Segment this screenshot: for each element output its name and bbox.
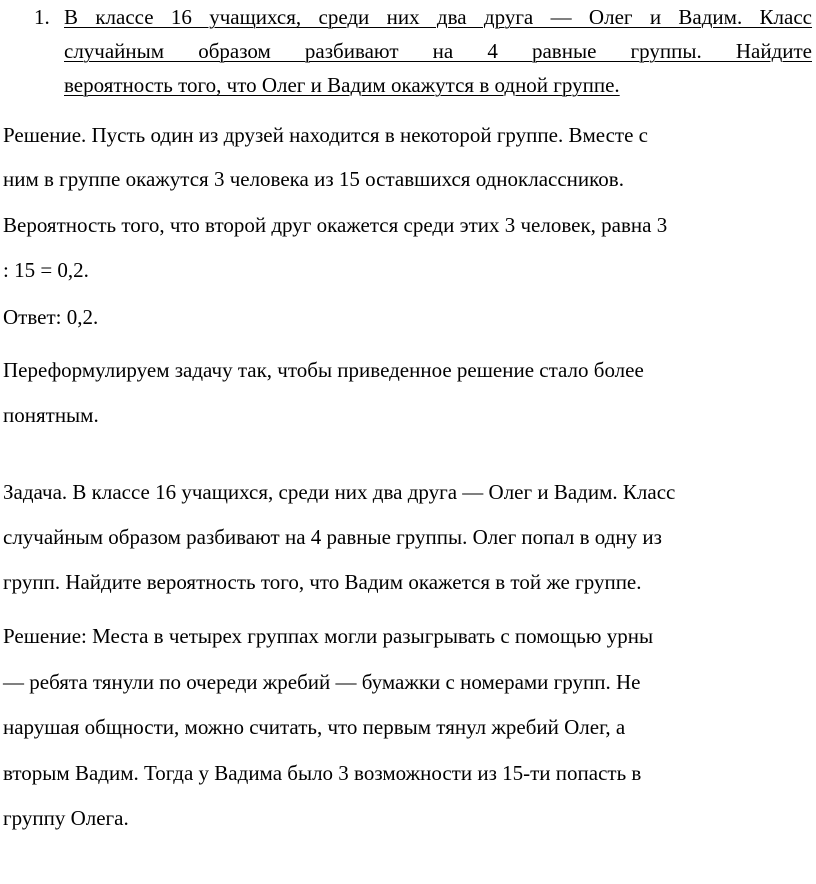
text-line: Решение. Пусть один из друзей находится в некоторой группе. Вместе с <box>3 123 648 147</box>
problem-line: вероятность того, что Олег и Вадим окажутся в одной группе. <box>64 73 620 97</box>
text-line: Задача. В классе 16 учащихся, среди них два друга — Олег и Вадим. Класс <box>3 480 676 504</box>
text-line: групп. Найдите вероятность того, что Вадим окажется в той же группе. <box>3 570 642 594</box>
text-line: — ребята тянули по очереди жребий — бумажки с номерами групп. Не <box>3 670 641 694</box>
text-line: нарушая общности, можно считать, что первым тянул жребий Олег, а <box>3 715 626 739</box>
text-line: вторым Вадим. Тогда у Вадима было 3 возможности из 15-ти попасть в <box>3 761 642 785</box>
text-line: Вероятность того, что второй друг окажется среди этих 3 человек, равна 3 <box>3 213 668 237</box>
text-line: ним в группе окажутся 3 человека из 15 оставшихся одноклассников. <box>3 167 624 191</box>
text-line: Переформулируем задачу так, чтобы приведенное решение стало более <box>3 358 644 382</box>
problem-line: случайным образом разбивают на 4 равные группы. Найдите <box>64 39 812 63</box>
text-line: случайным образом разбивают на 4 равные группы. Олег попал в одну из <box>3 525 662 549</box>
text-line: : 15 = 0,2. <box>3 258 89 282</box>
text-line: группу Олега. <box>3 806 129 830</box>
text-line: понятным. <box>3 403 99 427</box>
text-line: Решение: Места в четырех группах могли разыгрывать с помощью урны <box>3 624 654 648</box>
problem-statement <box>0 0 816 100</box>
problem-number: 1. <box>34 5 50 29</box>
problem-line: В классе 16 учащихся, среди них два друга — Олег и Вадим. Класс <box>64 5 812 29</box>
answer-line: Ответ: 0,2. <box>3 305 99 329</box>
